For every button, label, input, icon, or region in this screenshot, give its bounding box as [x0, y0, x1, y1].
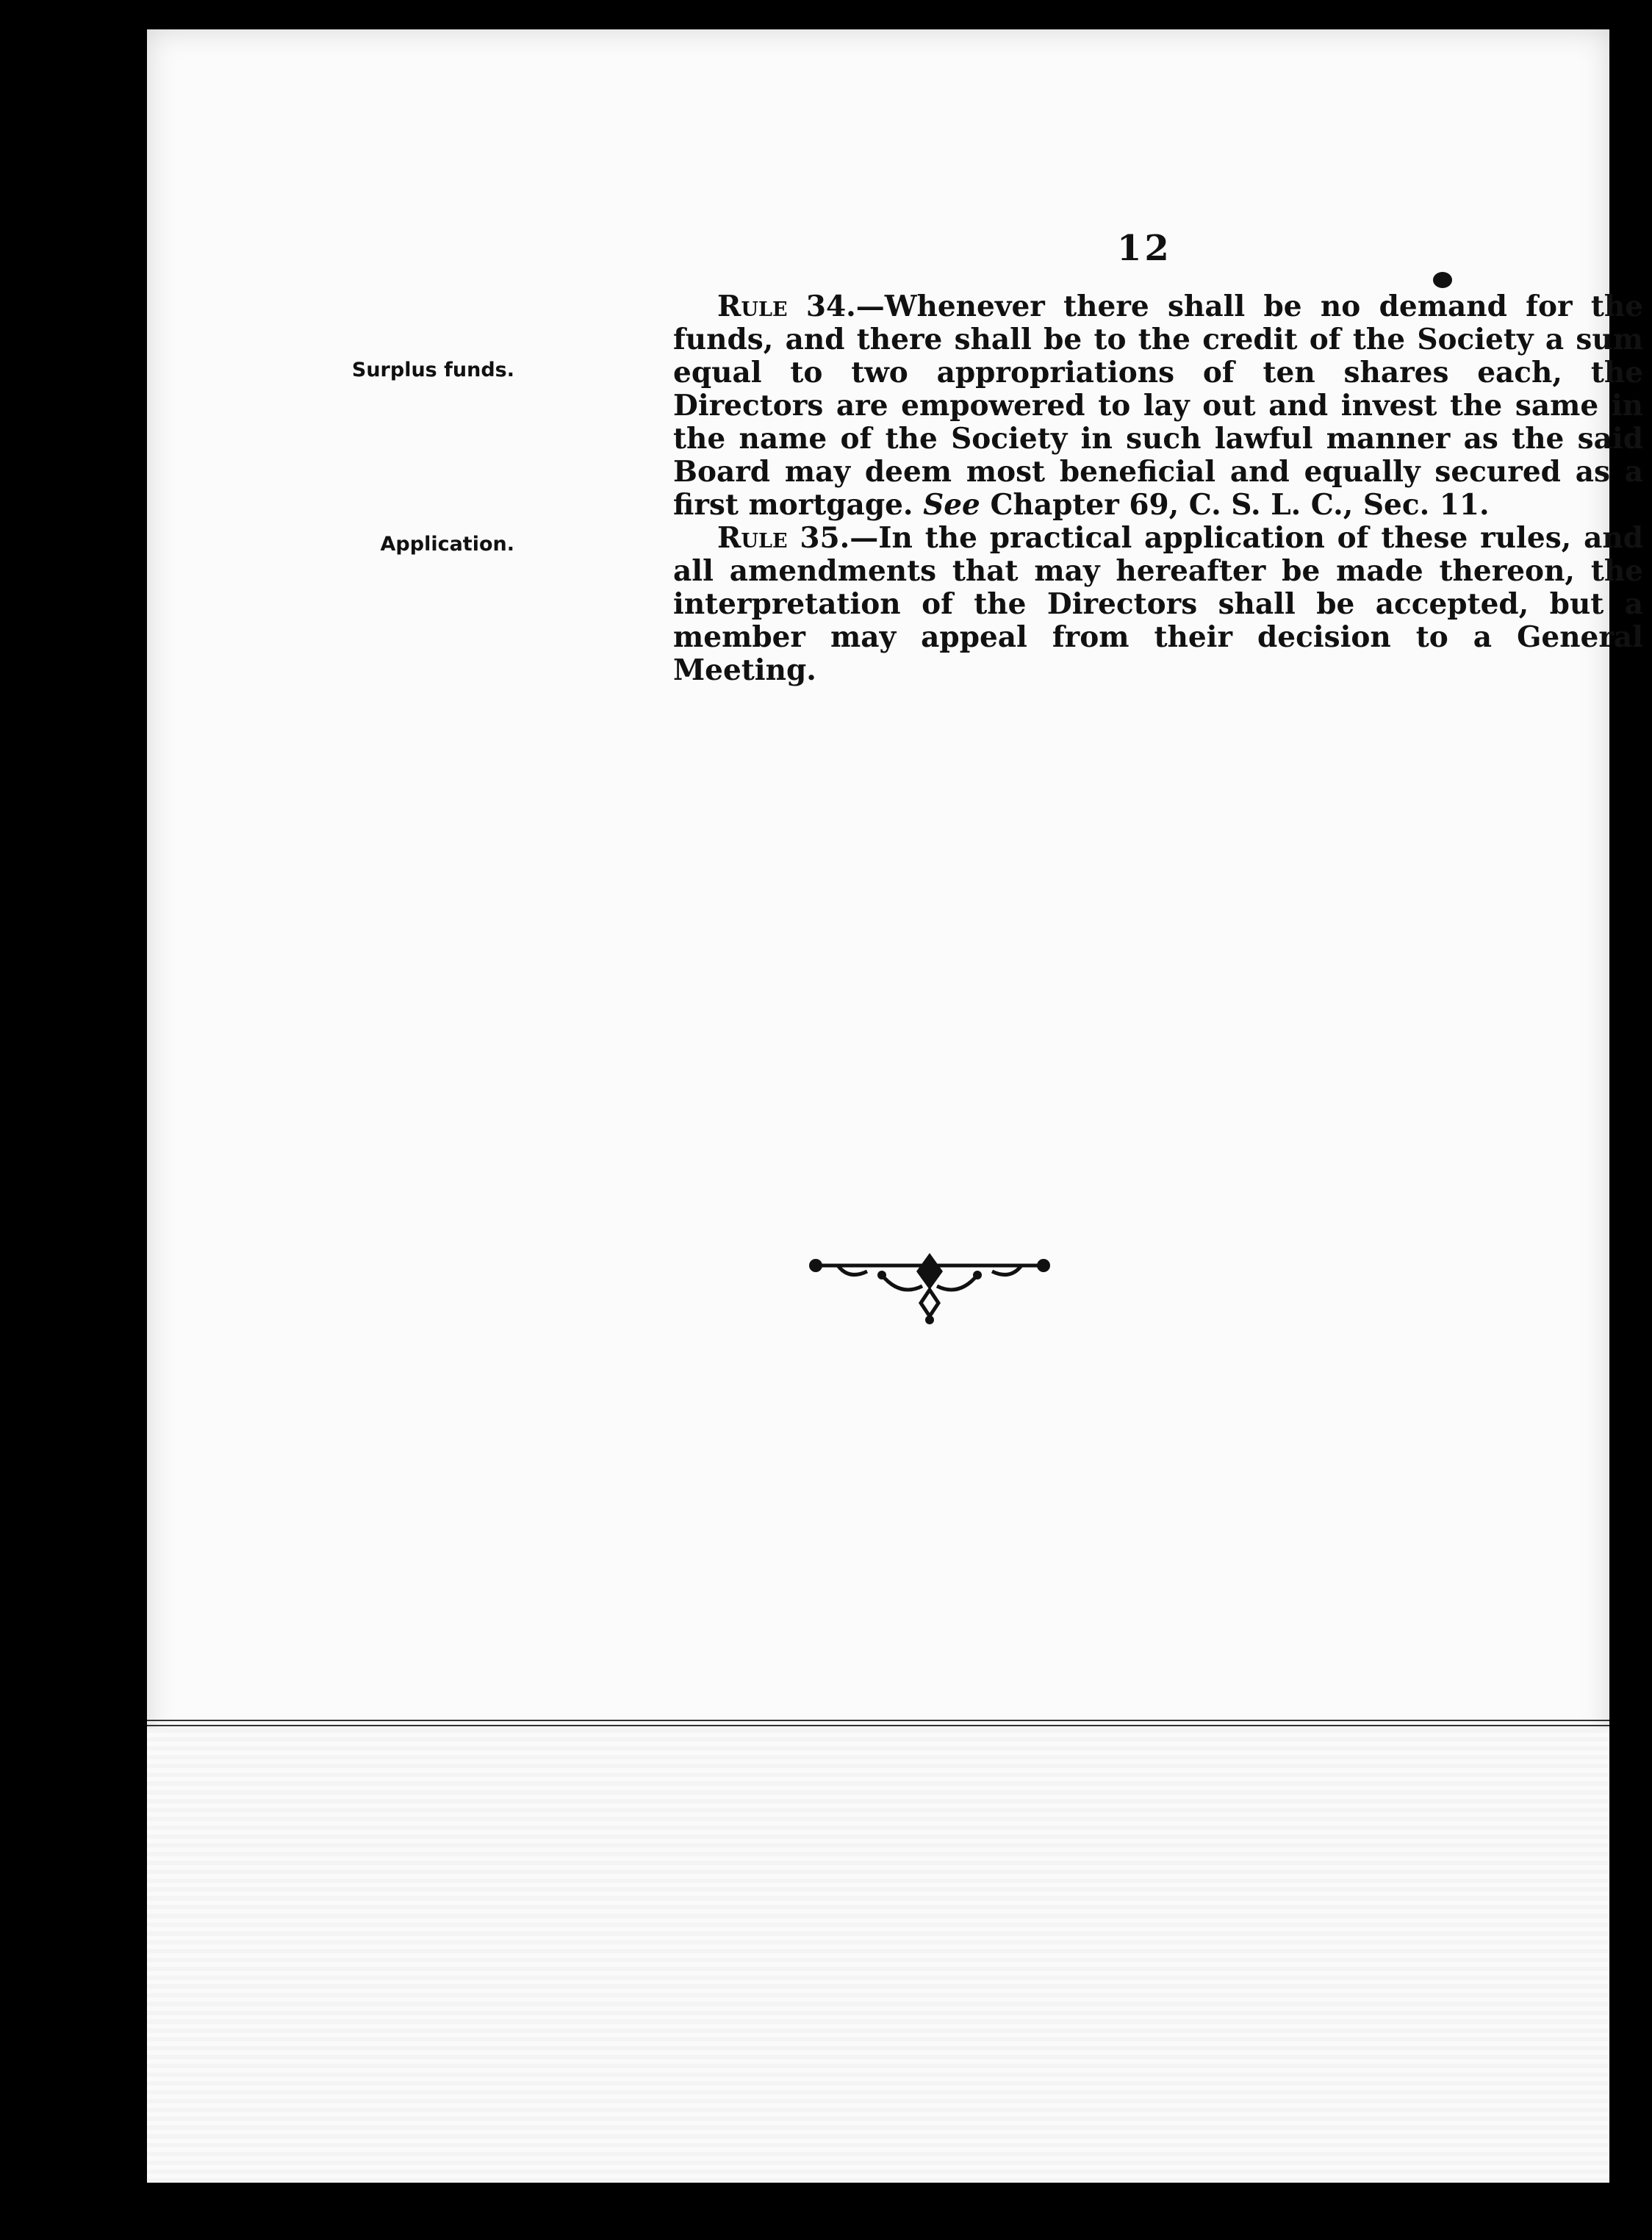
- rule-35-heading: Rule 35.: [717, 521, 850, 555]
- rule-35-text: —In the practical application of these rules, and all amendments that may hereafter be made thereon, the interpretation of the Directors shall be accepted, but a member may appeal from their decision to a General Meeting.: [673, 521, 1643, 687]
- margin-note-surplus-funds: Surplus funds.: [351, 359, 514, 381]
- document-page: [147, 29, 1643, 2183]
- rule-34-heading: Rule 34.: [717, 290, 856, 323]
- margin-note-application: Application.: [380, 533, 514, 556]
- page-number: 12: [1117, 228, 1172, 269]
- scan-band: [147, 1729, 1609, 2183]
- rule-34-see: See: [923, 488, 980, 522]
- ink-blot: [1433, 272, 1452, 288]
- decorative-fleuron-icon: [808, 1249, 1051, 1330]
- rule-35: [673, 522, 1643, 687]
- rule-34-reference: Chapter 69, C. S. L. C., Sec. 11.: [980, 488, 1490, 522]
- bottom-rule: [147, 1720, 1609, 1726]
- rule-34: [673, 290, 1643, 522]
- rule-34-text: —Whenever there shall be no demand for the funds, and there shall be to the credit of the Society a sum equal to two appropriations of ten shares each, the Directors are empowered to lay out and invest the same in the name of the Society in such lawful manner as the said Board may deem most beneficial and equally secured as a first mortgage.: [673, 290, 1643, 522]
